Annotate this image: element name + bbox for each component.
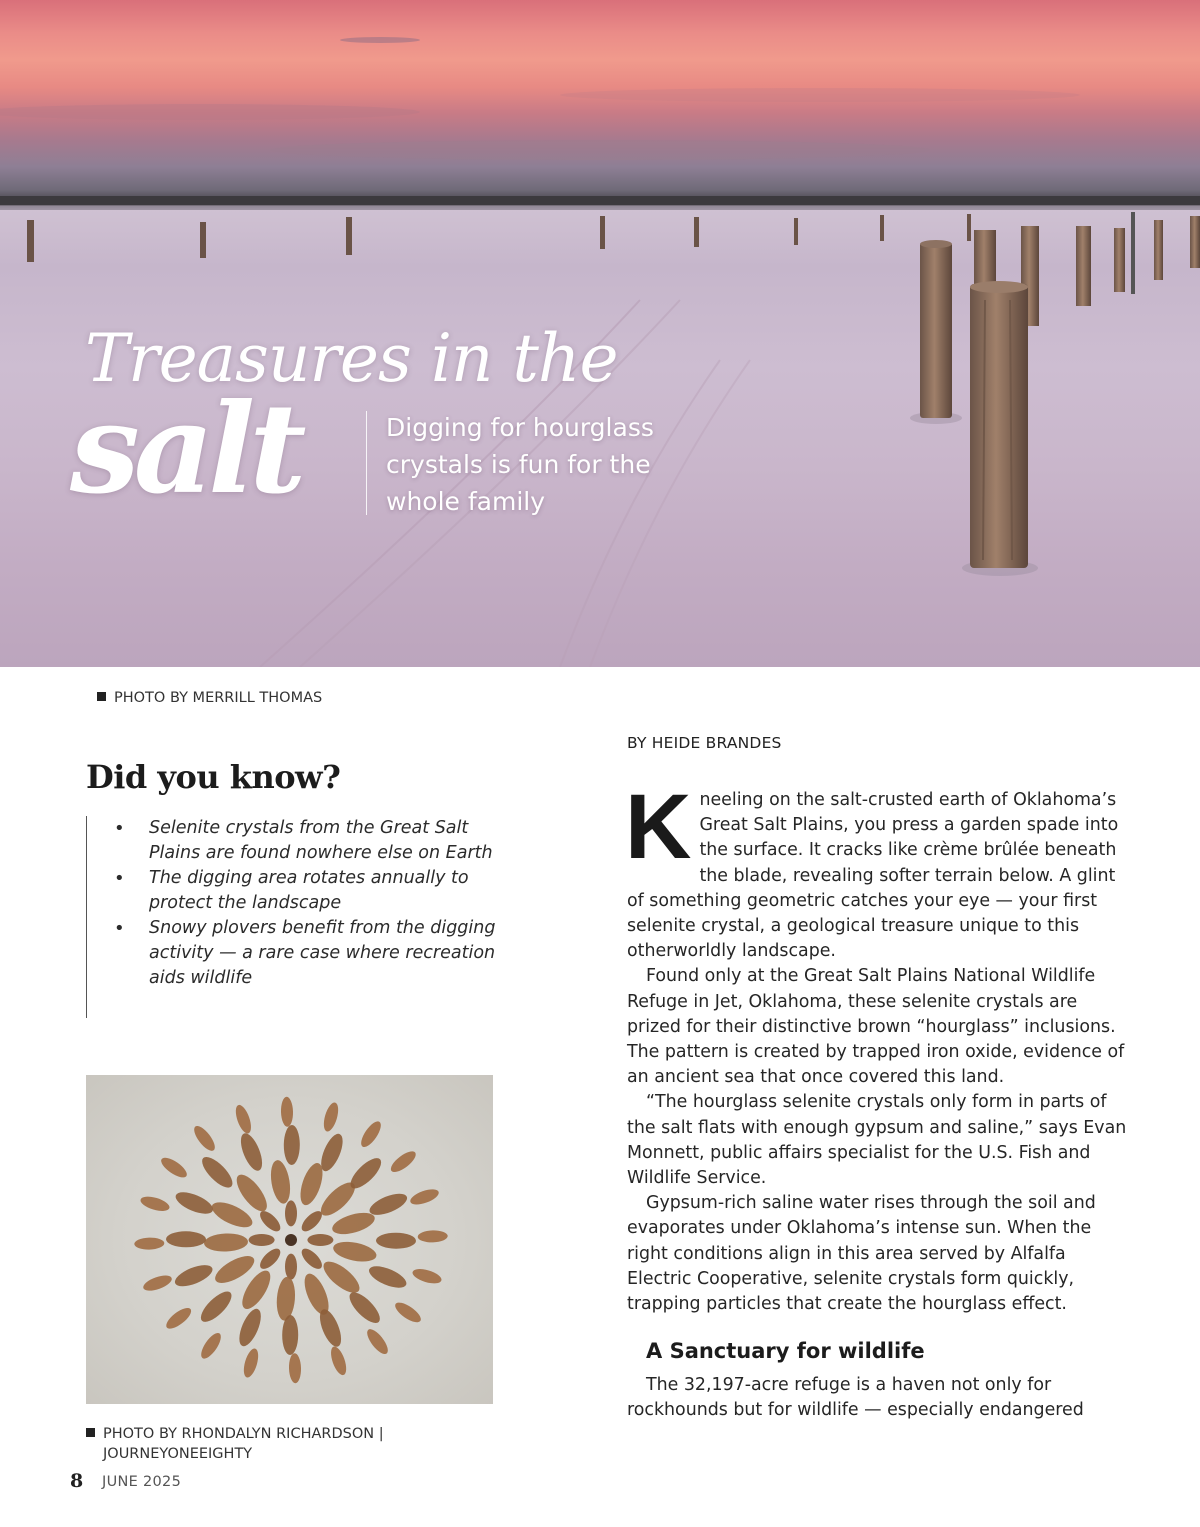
page-number: 8 [70,1470,84,1492]
headline-line-1: Treasures in the [85,320,618,397]
crystal-shape [408,1186,440,1207]
crystal-shape [141,1272,173,1293]
headline-line-2: salt [70,377,301,522]
hero-photo-credit-text: PHOTO BY MERRILL THOMAS [114,690,323,706]
crystal-shape [298,1245,325,1272]
crystal-shape [388,1148,419,1176]
crystal-shape [166,1231,206,1247]
crystal-shape [346,1154,386,1193]
crystal-shape [300,1270,334,1318]
crystal-shape [275,1276,296,1321]
headline-divider [366,411,367,515]
crystal-photo-credit-line1: PHOTO BY RHONDALYN RICHARDSON | [103,1426,384,1442]
hourglass-crystals-image [86,1075,493,1404]
crystal-shape [198,1152,237,1192]
crystal-shape [411,1266,443,1286]
crystal-shape [307,1234,333,1246]
crystal-shape [376,1233,416,1249]
crystal-shape [281,1097,294,1127]
crystal-shape [392,1299,424,1326]
headline-subtitle: Digging for hourglass crystals is fun for the whole family [386,413,654,516]
drop-cap: K [625,776,692,878]
crystal-shape [284,1125,300,1165]
crystal-shape [367,1189,410,1219]
bullet-icon: • [114,918,125,939]
crystal-center [285,1234,297,1246]
article-paragraph: Gypsum-rich saline water rises through the soil and evaporates under Oklahoma’s intense sun. When the right conditions align in this area served by Alfalfa Electric Cooperative, selenite crystals form quickly, trapping particles that create the hourglass effect. [627,1193,1096,1315]
byline: BY HEIDE BRANDES [627,734,782,752]
crystal-shape [268,1159,293,1205]
fact-text: Selenite crystals from the Great Salt Plains are found nowhere else on Earth [149,818,493,863]
fact-text: Snowy plovers benefit from the digging activity — a rare case where recreation aids wildlife [149,918,496,988]
square-bullet-icon [97,692,106,701]
crystal-shape [285,1200,297,1226]
crystal-shape [196,1287,236,1326]
paragraph-text: neeling on the salt-crusted earth of Oklahoma’s Great Salt Plains, you press a garden spade into the surface. It cracks like crème brûlée beneath the blade, revealing softer terrain below. A glint of something geometric catches your eye — your first selenite crystal, a geological treasure unique to this otherworldly landscape. [627,790,1119,962]
article-paragraph [625,776,1132,964]
article-body [625,776,1132,1424]
list-item [87,816,507,866]
fact-text: The digging area rotates annually to protect the landscape [149,868,469,913]
crystal-shape [321,1101,341,1133]
did-you-know-heading: Did you know? [86,758,341,796]
bullet-icon: • [114,868,125,889]
hero-photo-credit [97,688,322,708]
crystal-shape [237,1130,267,1173]
square-bullet-icon [86,1428,95,1437]
crystal-shape [198,1330,225,1362]
article-paragraph: Found only at the Great Salt Plains National Wildlife Refuge in Jet, Oklahoma, these selenite crystals are prized for their distinctive brown “hourglass” inclusions. The pattern is created by trapped iron oxide, evidence of an ancient sea that once covered this land. [627,966,1125,1088]
crystal-shape [173,1188,216,1218]
list-item [87,916,507,991]
crystal-shape [319,1256,364,1298]
hero-photo [0,0,1200,667]
crystal-shape [134,1237,164,1250]
crystal-shape [418,1230,448,1243]
crystal-shape [289,1353,302,1383]
crystal-shape [158,1154,190,1181]
article-subheading: A Sanctuary for wildlife [646,1339,925,1364]
crystal-shape [139,1194,171,1214]
crystal-shape [358,1118,385,1150]
crystal-shape [235,1306,265,1349]
crystal-photo-credit [86,1424,446,1464]
article-paragraph: “The hourglass selenite crystals only form in parts of the salt flats with enough gypsum and saline,” says Evan Monnett, public affairs specialist for the U.S. Fish and Wildlife Service. [627,1092,1127,1189]
crystal-shape [172,1261,215,1291]
crystal-photo [86,1075,493,1404]
did-you-know-box [86,816,507,1018]
crystal-photo-credit-line2: JOURNEYONEEIGHTY [103,1446,253,1462]
crystal-shape [191,1123,219,1154]
crystal-shape [249,1234,275,1246]
crystal-shape [328,1345,349,1377]
crystal-shape [257,1245,284,1272]
crystal-shape [345,1288,384,1328]
crystal-shape [364,1326,392,1357]
crystal-shape [257,1208,284,1235]
bullet-icon: • [114,818,125,839]
crystal-shape [331,1238,378,1264]
crystal-shape [330,1209,377,1239]
crystal-shape [282,1315,298,1355]
crystal-shape [163,1304,194,1332]
article-paragraph: The 32,197-acre refuge is a haven not only for rockhounds but for wildlife — especially endangered [627,1375,1084,1421]
crystal-shape [241,1347,261,1379]
list-item [87,866,507,916]
crystal-shape [366,1262,409,1292]
fact-list [87,816,507,991]
crystal-shape [204,1233,249,1253]
crystal-shape [233,1103,254,1135]
crystal-shape [285,1254,297,1280]
issue-date: JUNE 2025 [102,1474,182,1490]
